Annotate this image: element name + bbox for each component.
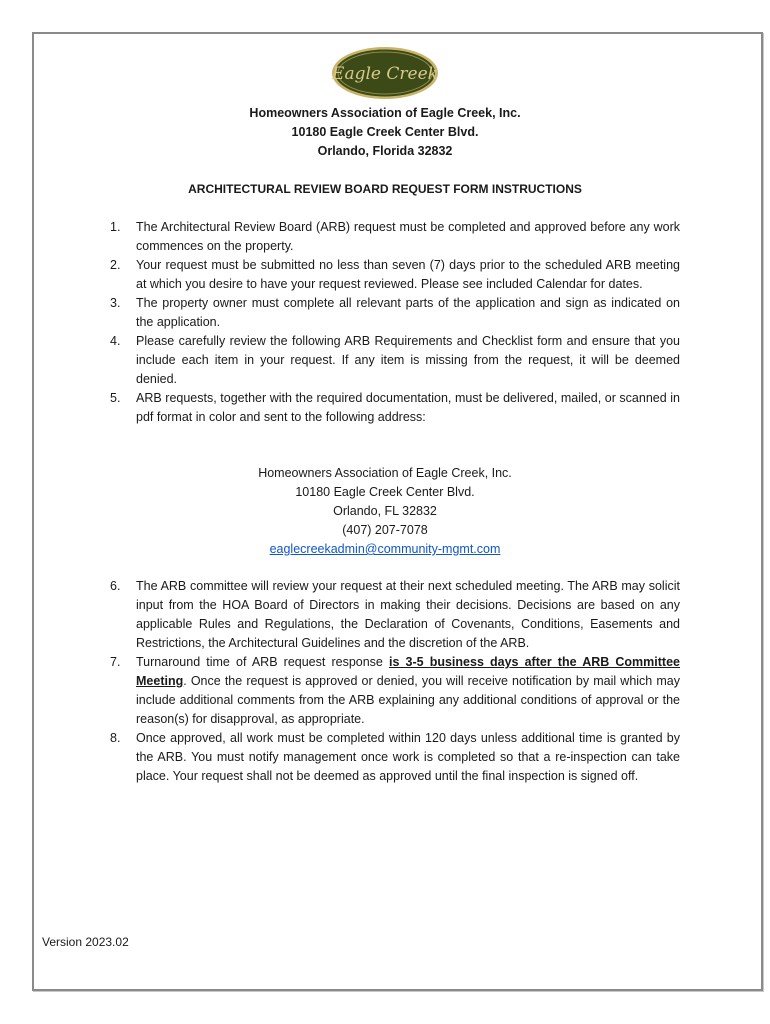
item-text: The ARB committee will review your request at their next scheduled meeting. The ARB may solicit input from the HOA Board of Directors in making their decisions. Decisions are based on any applicable Rules and Regulations, the Declaration of Covenants, Conditions, Easements and Restrictions, the Architectural Guidelines and the discretion of the ARB. xyxy=(136,579,680,650)
page-title: ARCHITECTURAL REVIEW BOARD REQUEST FORM INSTRUCTIONS xyxy=(188,182,582,196)
header-org: Homeowners Association of Eagle Creek, Inc. xyxy=(249,106,521,120)
item-text: The property owner must complete all relevant parts of the application and sign as indicated on the application. xyxy=(136,296,680,329)
item-text: ARB requests, together with the required documentation, must be delivered, mailed, or scanned in pdf format in color and sent to the following address: xyxy=(136,391,680,424)
list-item xyxy=(0,332,680,389)
list-item xyxy=(0,653,680,729)
mailing-address xyxy=(32,464,738,559)
address-street: 10180 Eagle Creek Center Blvd. xyxy=(295,485,475,499)
item-text: The Architectural Review Board (ARB) request must be completed and approved before any work commences on the property. xyxy=(136,220,680,253)
item-text: Once approved, all work must be completed within 120 days unless additional time is granted by the ARB. You must notify management once work is completed so that a re-inspection can take place. Your request shall not be deemed as approved until the final inspection is signed off. xyxy=(136,731,680,783)
item-number: 8. xyxy=(110,731,121,745)
address-org: Homeowners Association of Eagle Creek, Inc. xyxy=(258,466,512,480)
turnaround-emphasis: is 3-5 business days after the ARB Committee Meeting xyxy=(136,655,680,688)
item-number: 6. xyxy=(110,579,121,593)
header-city: Orlando, Florida 32832 xyxy=(317,144,453,158)
address-city: Orlando, FL 32832 xyxy=(333,504,437,518)
logo-text: Eagle Creek xyxy=(332,64,438,84)
instructions-list-2 xyxy=(0,577,680,786)
item-number: 3. xyxy=(110,296,121,310)
item-number: 7. xyxy=(110,655,121,669)
item-number: 4. xyxy=(110,334,121,348)
address-phone: (407) 207-7078 xyxy=(342,523,428,537)
list-item xyxy=(0,729,680,786)
item-text: Please carefully review the following ARB Requirements and Checklist form and ensure that you include each item in your request. If any item is missing from the request, it will be deemed denied. xyxy=(136,334,680,386)
item-number: 5. xyxy=(110,391,121,405)
item-number: 2. xyxy=(110,258,121,272)
email-link[interactable]: eaglecreekadmin@community-mgmt.com xyxy=(269,542,501,556)
item-number: 1. xyxy=(110,220,121,234)
eagle-creek-logo xyxy=(330,45,440,101)
list-item xyxy=(0,218,680,256)
item-text: Your request must be submitted no less than seven (7) days prior to the scheduled ARB meeting at which you desire to have your request reviewed. Please see included Calendar for dates. xyxy=(136,258,680,291)
list-item xyxy=(0,577,680,653)
list-item xyxy=(0,256,680,294)
item-text: Turnaround time of ARB request response xyxy=(136,655,389,669)
version-label: Version 2023.02 xyxy=(42,935,129,949)
instructions-list-1 xyxy=(0,218,680,427)
item-text-cont: . Once the request is approved or denied, you will receive notification by mail which may include additional comments from the ARB explaining any additional conditions of approval or the reason(s) for disapproval, as appropriate. xyxy=(136,674,680,726)
list-item xyxy=(0,389,680,427)
list-item xyxy=(0,294,680,332)
header-street: 10180 Eagle Creek Center Blvd. xyxy=(291,125,479,139)
